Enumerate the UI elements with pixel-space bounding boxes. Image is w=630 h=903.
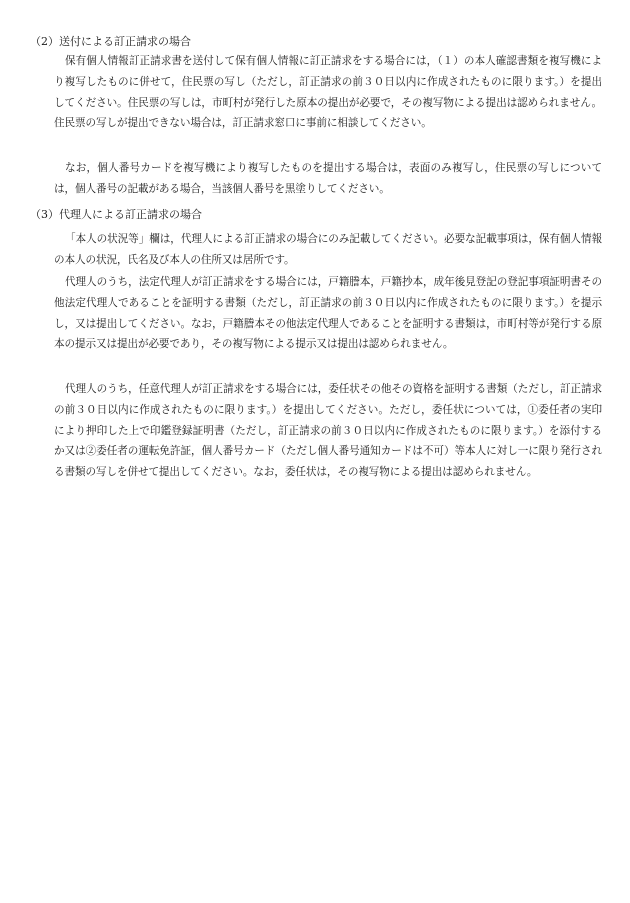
section-3-paragraph-3: 代理人のうち，任意代理人が訂正請求をする場合には，委任状その他その資格を証明する書類（ただし，訂正請求の前３０日以内に作成されたものに限ります。）を提出してください。ただし，委任状については，①委任者の実印により押印した上で印鑑登録証明書（ただし，訂正請求の前３０日以内に作成されたものに限ります。）を添付するか又は②委任者の運転免許証，個人番号カード（ただし個人番号通知カードは不可）等本人に対し一に限り発行される書類の写しを併せて提出してください。なお，委任状は，その複写物による提出は認められません。 bbox=[54, 383, 602, 479]
section-2-paragraph-1: 保有個人情報訂正請求書を送付して保有個人情報に訂正請求をする場合には，（１）の本人確認書類を複写機により複写したものに併せて，住民票の写し（ただし，訂正請求の前３０日以内に作成されたものに限ります。）を提出してください。住民票の写しは，市町村が発行した原本の提出が必要で，その複写物による提出は認められません。住民票の写しが提出できない場合は，訂正請求窓口に事前に相談してください。 bbox=[54, 55, 602, 130]
section-2-heading: （2）送付による訂正請求の場合 bbox=[30, 35, 191, 48]
section-3-paragraph-2: 代理人のうち，法定代理人が訂正請求をする場合には，戸籍謄本，戸籍抄本，成年後見登記の登記事項証明書その他法定代理人であることを証明する書類（ただし，訂正請求の前３０日以内に作成されたものに限ります。）を提示し，又は提出してください。なお，戸籍謄本その他法定代理人であることを証明する書類は，市町村等が発行する原本の提示又は提出が必要であり，その複写物による提示又は提出は認められません。 bbox=[54, 276, 602, 351]
section-2-paragraph-2: なお，個人番号カードを複写機により複写したものを提出する場合は，表面のみ複写し，住民票の写しについては，個人番号の記載がある場合，当該個人番号を黒塗りしてください。 bbox=[54, 162, 602, 195]
section-3-heading: （3）代理人による訂正請求の場合 bbox=[30, 208, 202, 221]
section-3-paragraph-1: 「本人の状況等」欄は，代理人による訂正請求の場合にのみ記載してください。必要な記載事項は，保有個人情報の本人の状況，氏名及び本人の住所又は居所です。 bbox=[54, 233, 602, 266]
